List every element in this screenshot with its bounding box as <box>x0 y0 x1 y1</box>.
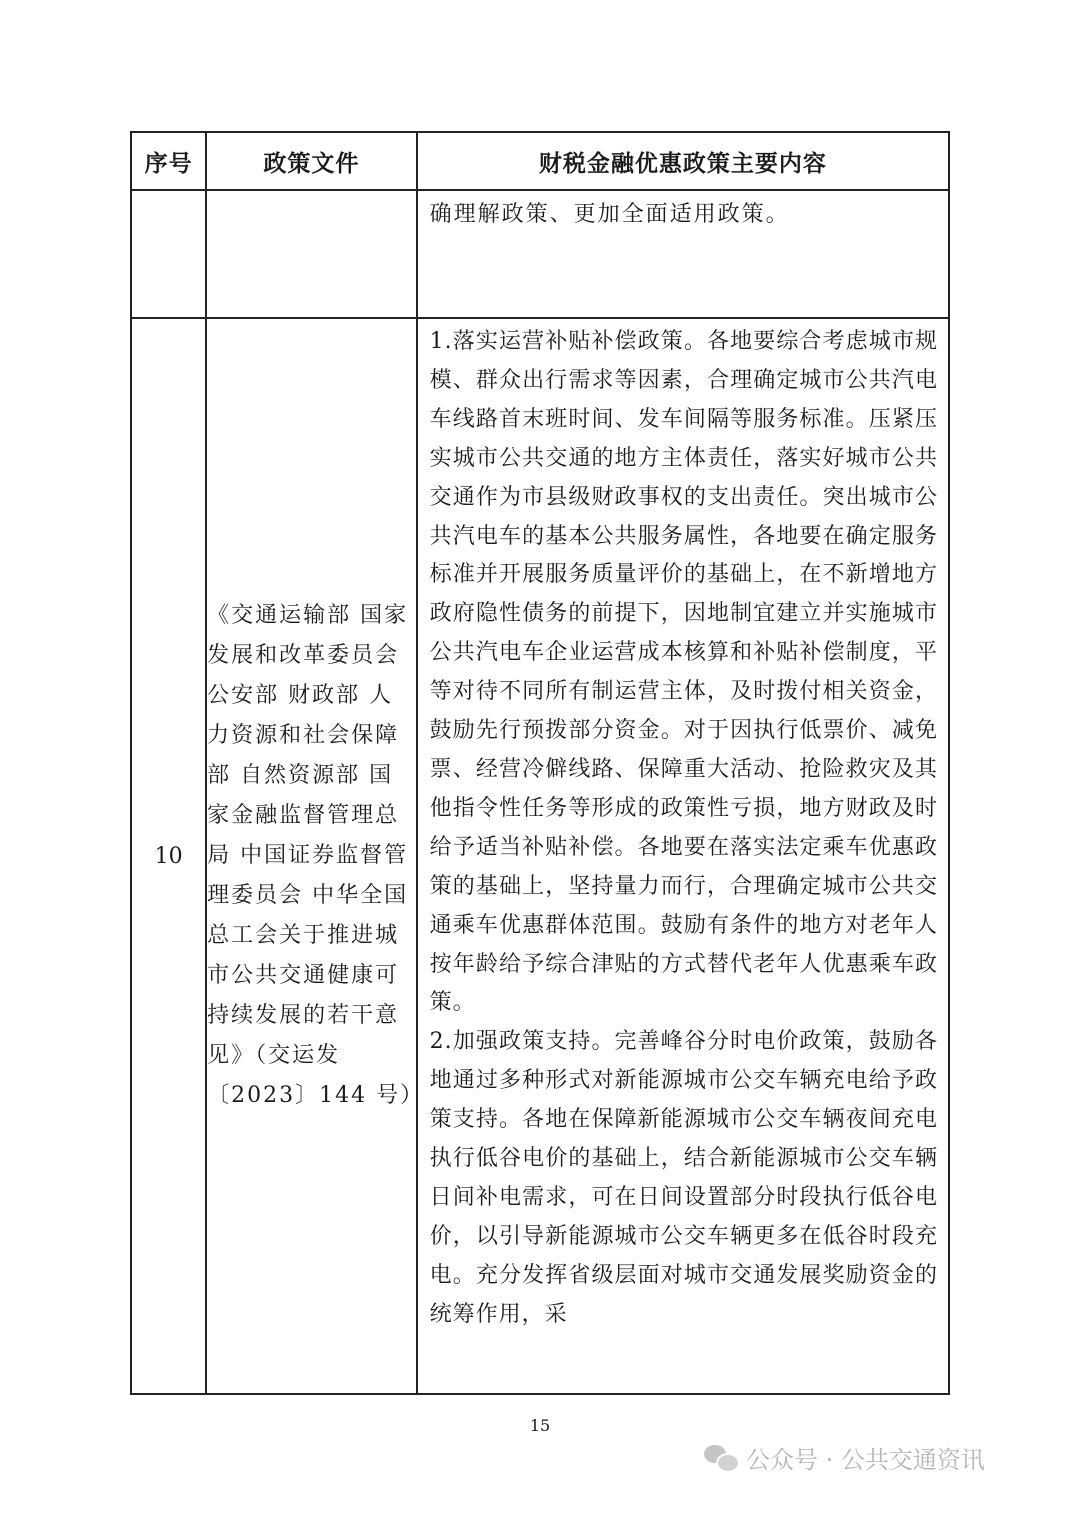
cell-document-empty <box>206 190 417 318</box>
cell-document-10: 《交通运输部 国家发展和改革委员会 公安部 财政部 人力资源和社会保障部 自然资源部 国家金融监督管理总局 中国证券监督管理委员会 中华全国总工会关于推进城市公共交通健康可持续发展的若干意见》（交运发〔2023〕144 号） <box>206 318 417 1394</box>
cell-seq-10: 10 <box>131 318 206 1394</box>
wechat-icon <box>704 1443 738 1471</box>
header-content: 财税金融优惠政策主要内容 <box>417 132 949 190</box>
header-seq: 序号 <box>131 132 206 190</box>
cell-content-10 <box>417 318 949 1394</box>
page-number: 15 <box>529 1416 551 1435</box>
continued-content-text: 确理解政策、更加全面适用政策。 <box>429 202 790 227</box>
watermark-text: 公众号 · 公共交通资讯 <box>746 1445 985 1474</box>
cell-content-continued <box>417 190 949 318</box>
header-document: 政策文件 <box>206 132 417 190</box>
table-row-10 <box>131 318 949 1394</box>
watermark <box>704 1437 985 1477</box>
policy-content <box>418 319 948 1335</box>
table-row-continued <box>131 190 949 318</box>
policy-table <box>130 131 950 1395</box>
policy-paragraph-1: 1.落实运营补贴补偿政策。各地要综合考虑城市规模、群众出行需求等因素，合理确定城市公共汽电车线路首末班时间、发车间隔等服务标准。压紧压实城市公共交通的地方主体责任，落实好城市公共交通作为市县级财政事权的支出责任。突出城市公共汽电车的基本公共服务属性，各地要在确定服务标准并开展服务质量评价的基础上，在不新增地方政府隐性债务的前提下，因地制宜建立并实施城市公共汽电车企业运营成本核算和补贴补偿制度，平等对待不同所有制运营主体，及时拨付相关资金，鼓励先行预拨部分资金。对于因执行低票价、减免票、经营冷僻线路、保障重大活动、抢险救灾及其他指令性任务等形成的政策性亏损，地方财政及时给予适当补贴补偿。各地要在落实法定乘车优惠政策的基础上，坚持量力而行，合理确定城市公共交通乘车优惠群体范围。鼓励有条件的地方对老年人按年龄给予综合津贴的方式替代老年人优惠乘车政策。 <box>429 329 938 1016</box>
cell-seq-empty <box>131 190 206 318</box>
policy-paragraph-2: 2.加强政策支持。完善峰谷分时电价政策，鼓励各地通过多种形式对新能源城市公交车辆充电给予政策支持。各地在保障新能源城市公交车辆夜间充电执行低谷电价的基础上，结合新能源城市公交车辆日间补电需求，可在日间设置部分时段执行低谷电价，以引导新能源城市公交车辆更多在低谷时段充电。充分发挥省级层面对城市交通发展奖励资金的统筹作用，采 <box>429 1029 938 1327</box>
header-row <box>131 132 949 190</box>
